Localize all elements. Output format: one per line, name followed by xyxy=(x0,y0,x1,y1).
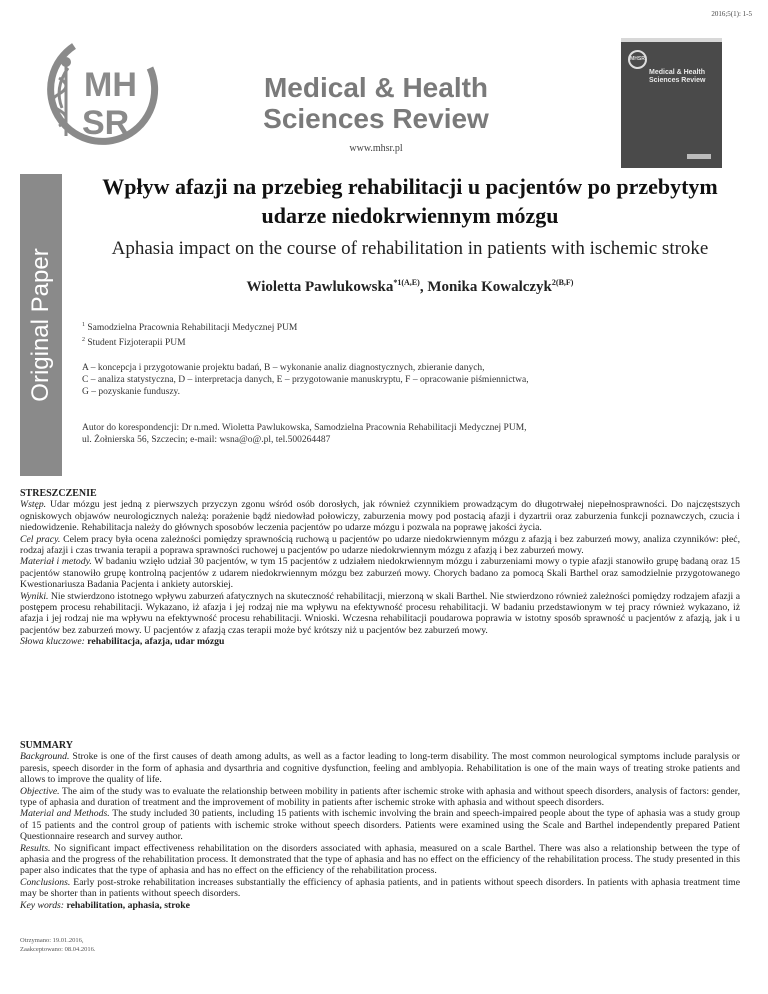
journal-url[interactable]: www.mhsr.pl xyxy=(349,143,403,154)
article-type-sidebar xyxy=(20,174,62,476)
article-dates xyxy=(20,936,95,954)
logo-mh: MH xyxy=(84,66,137,104)
abstract-paragraph: Wyniki. Nie stwierdzono istotnego wpływu zaburzeń afatycznych na skuteczność rehabilitacji, mierzoną w skali Barthel. Nie stwierdzono również zależności pomiędzy rodzajem afazji a postępem procesu rehabilitacji. Wykazano, iż afazja i jej rodzaj nie ma wpływu na efektywność procesu rehabilitacji. W badaniu przedstawionym w tej pracy również wykazano, iż afazja i jej rodzaj nie ma wpływu na efektywność procesu rehabilitacji. Wnioski. Wczesna rehabilitacji poudarowa poprawia w istotny sposób sprawność u pacjentów z afazją, jak i u pacjentów bez zaburzeń mowy. U pacjentów z afazją czas terapii może być krótszy niż u pacjentów bez zaburzeń mowy. xyxy=(20,590,740,636)
contribution-line: A – koncepcja i przygotowanie projektu badań, B – wykonanie analiz diagnostycznych, zbieranie danych, xyxy=(82,363,485,373)
cover-title-line1: Medical & Health xyxy=(649,69,706,76)
accepted-date: Zaakceptowano: 08.04.2016. xyxy=(20,946,96,953)
received-date: Otrzymano: 19.01.2016, xyxy=(20,937,84,944)
abstract-paragraph: Results. No significant impact effectiveness rehabilitation on the disorders associated with aphasia, measured on a scale Barthel. There was also a relationship between the type of aphasia and the progress of the rehabilitation process. It demonstrated that the type of aphasia and has no effect on the efficiency of the rehabilitation process. The study presented in this paper also indicates that the type of aphasia and has no effect on the efficiency of the rehabilitation process. xyxy=(20,842,740,877)
abstract-paragraph: Conclusions. Early post-stroke rehabilitation increases substantially the efficiency of aphasia patients, and in patients without speech disorders. In patients with aphasia treatment time may be shorter than in patients without speech disorders. xyxy=(20,876,740,900)
author-2: Monika Kowalczyk xyxy=(427,279,552,295)
correspondence-line: ul. Żołnierska 56, Szczecin; e-mail: wsna@o@.pl, tel.500264487 xyxy=(82,435,331,445)
title-polish: Wpływ afazji na przebieg rehabilitacji u pacjentów po przebytym udarze niedokrwiennym mózgu xyxy=(102,174,718,228)
contribution-line: C – analiza statystyczna, D – interpretacja danych, E – przygotowanie manuskryptu, F – opracowanie piśmiennictwa, xyxy=(82,375,529,385)
abstract-paragraph: Material and Methods. The study included 30 patients, including 15 patients with ischemic involving the brain and speech-impaired people about the type of aphasia was a study group of 15 patients and the control group of patients with ischemic stroke without speech disorders. Patients were examined using the Scale and Barthel independently prepared Patient Questionnaire research and survey author. xyxy=(20,808,740,843)
abstract-paragraph: Materiał i metody. W badaniu wzięło udział 30 pacjentów, w tym 15 pacjentów z udziałem niedokrwiennym mózgu i zaburzeniami mowy o typie afazji stanowiło grupę badaną oraz 15 pacjentów stanowiło grupę kontrolną pacjentów z udarem niedokrwiennym mózgu bez zaburzeń mowy. Chorych badano za pomocą Skali Barthel oraz samodzielnie przygotowanego Kwestionariusza Badania Pacjenta i ankiety autorskiej. xyxy=(20,556,740,591)
summary-heading: SUMMARY xyxy=(20,740,73,751)
cover-top-stripe xyxy=(621,38,722,42)
author-separator: , xyxy=(419,279,428,295)
cover-publisher-mark xyxy=(687,154,711,159)
journal-name-line1: Medical & Health xyxy=(263,72,489,103)
citation: 2016;5(1): 1-5 xyxy=(711,10,752,18)
contribution-line: G – pozyskanie funduszy. xyxy=(82,387,181,397)
author-1-affiliation: *1(A,E) xyxy=(393,278,420,287)
authors xyxy=(90,278,730,296)
abstract-english xyxy=(20,740,740,911)
affiliation-1: $^1$ Samodzielna Pracownia Rehabilitacji Medycznej PUM xyxy=(82,322,298,334)
keywords-english: Key words: rehabilitation, aphasia, stroke xyxy=(20,899,190,911)
logo-sr: SR xyxy=(82,104,130,142)
correspondence-line: Autor do korespondencji: Dr n.med. Wioletta Pawlukowska, Samodzielna Pracownia Rehabilitacji Medycznej PUM, xyxy=(82,423,527,433)
abstract-paragraph: Background. Stroke is one of the first causes of death among adults, as well as a factor leading to long-term disability. The most common neurological symptoms include paralysis or paresis, speech disorder in the form of aphasia and dysarthria and cognitive dysfunction, feeling and amblyopia. Rehabilitation is one of the main ways of treating stroke patients and allows to improve the quality of life. xyxy=(20,751,740,786)
abstract-paragraph: Cel pracy. Celem pracy była ocena zależności pomiędzy sprawnością ruchową u pacjentów po udarze niedokrwiennym mózgu z afazją i bez zaburzeń mowy, analiza czynników: płeć, rodzaj afazji i czas trwania terapii a poprawa sprawności ruchowej u pacjentów po udarze niedokrwiennym mózgu z afazją i bez zaburzeń mowy. xyxy=(20,533,740,557)
author-2-affiliation: 2(B,F) xyxy=(551,278,574,287)
abstract-paragraph: Wstęp. Udar mózgu jest jedną z pierwszych przyczyn zgonu wśród osób dorosłych, jak również czynnikiem prowadzącym do długotrwałej niepełnosprawności. Do najczęstszych ogniskowych objawów neurologicznych należą: porażenie bądź niedowład połowiczy, zaburzenia mowy pod postacią afazji i dyzartrii oraz zaburzenia funkcji poznawczych, czucia i niedowidzenie. Rehabilitacja należy do głównych sposobów leczenia pacjentów po udarze mózgu i pozwala na poprawę jakości życia. xyxy=(20,499,740,534)
abstract-paragraph: Objective. The aim of the study was to evaluate the relationship between mobility in patients after ischemic stroke with aphasia and without speech disorders, analysis of factors: gender, type of aphasia and duration of treatment and the improvement of mobility in patients after ischemic stroke with aphasia and without speech disorders. xyxy=(20,785,740,809)
affiliation-2: $^2$ Student Fizjoterapii PUM xyxy=(82,337,186,349)
author-contributions xyxy=(82,362,732,398)
journal-name-line2: Sciences Review xyxy=(263,103,489,134)
journal-name xyxy=(226,72,526,134)
keywords-polish: Słowa kluczowe: rehabilitacja, afazja, udar mózgu xyxy=(20,636,225,648)
streszczenie-heading: STRESZCZENIE xyxy=(20,488,97,499)
journal-cover-thumbnail xyxy=(621,38,722,168)
author-1: Wioletta Pawlukowska xyxy=(246,279,394,295)
cover-title-line2: Sciences Review xyxy=(649,77,706,84)
mhsr-logo xyxy=(32,38,162,158)
article-type-label: Original Paper xyxy=(27,248,54,402)
correspondence xyxy=(82,422,732,446)
abstract-polish xyxy=(20,488,740,648)
title-english: Aphasia impact on the course of rehabilitation in patients with ischemic stroke xyxy=(111,238,709,259)
cover-logo: MHSR xyxy=(628,50,647,69)
